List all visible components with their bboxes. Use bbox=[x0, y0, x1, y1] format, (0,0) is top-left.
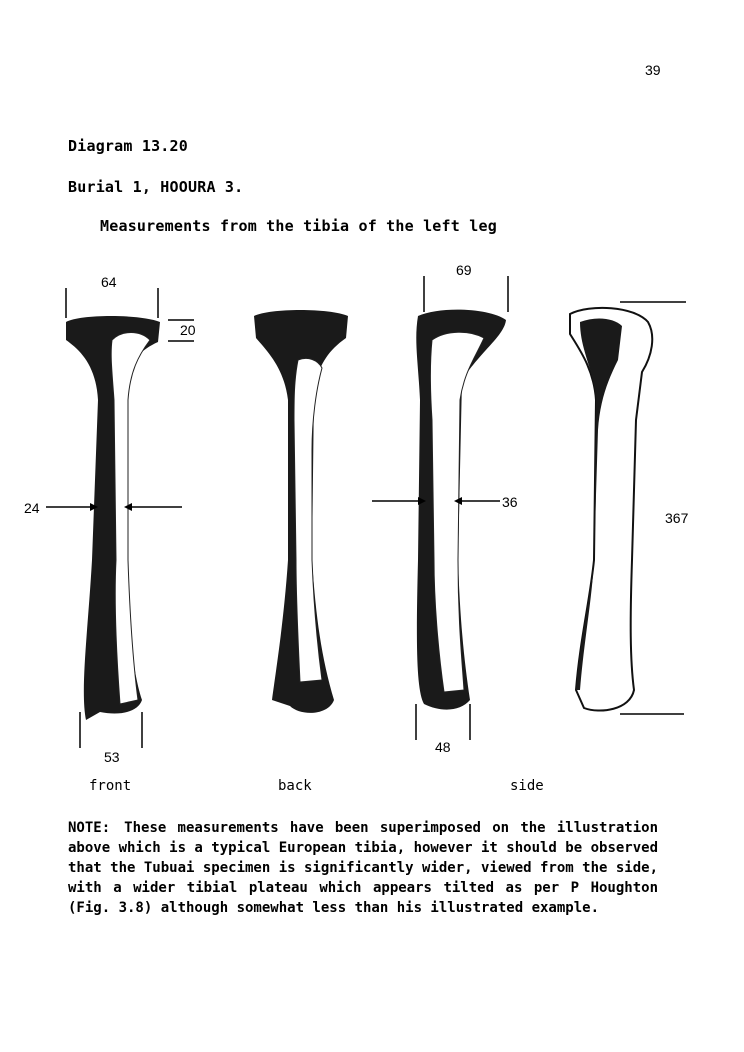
figure-caption: Measurements from the tibia of the left leg bbox=[100, 217, 497, 235]
side-top-width-label: 69 bbox=[456, 262, 472, 278]
tibia-front-view bbox=[66, 316, 160, 720]
front-top-width-label: 64 bbox=[101, 274, 117, 290]
note-label: NOTE: bbox=[68, 820, 111, 836]
page-number: 39 bbox=[645, 62, 661, 78]
diagram-title: Diagram 13.20 bbox=[68, 137, 188, 155]
note-text: These measurements have been superimposed on the illustration above which is a typical European tibia, however it should be observed that the Tubuai specimen is significantly wider, viewed from the side, with a wider tibial plateau which appears tilted as per P Houghton (Fig. 3.8) although somewhat less than his illustrated example. bbox=[68, 820, 659, 916]
view-label-side: side bbox=[510, 778, 544, 794]
note-paragraph bbox=[68, 818, 658, 918]
view-label-back: back bbox=[278, 778, 312, 794]
tibia-side-view-2 bbox=[570, 308, 652, 711]
view-label-front: front bbox=[89, 778, 132, 794]
front-bottom-width-label: 53 bbox=[104, 749, 120, 765]
side-bottom-width-label: 48 bbox=[435, 739, 451, 755]
front-shaft-width-label: 24 bbox=[24, 500, 40, 516]
burial-label: Burial 1, HOOURA 3. bbox=[68, 178, 244, 196]
front-plateau-depth-label: 20 bbox=[180, 322, 196, 338]
tibia-side-view bbox=[416, 310, 506, 710]
tibia-back-view bbox=[254, 310, 348, 713]
length-label: 367 bbox=[665, 510, 689, 526]
side-shaft-width-label: 36 bbox=[502, 494, 518, 510]
